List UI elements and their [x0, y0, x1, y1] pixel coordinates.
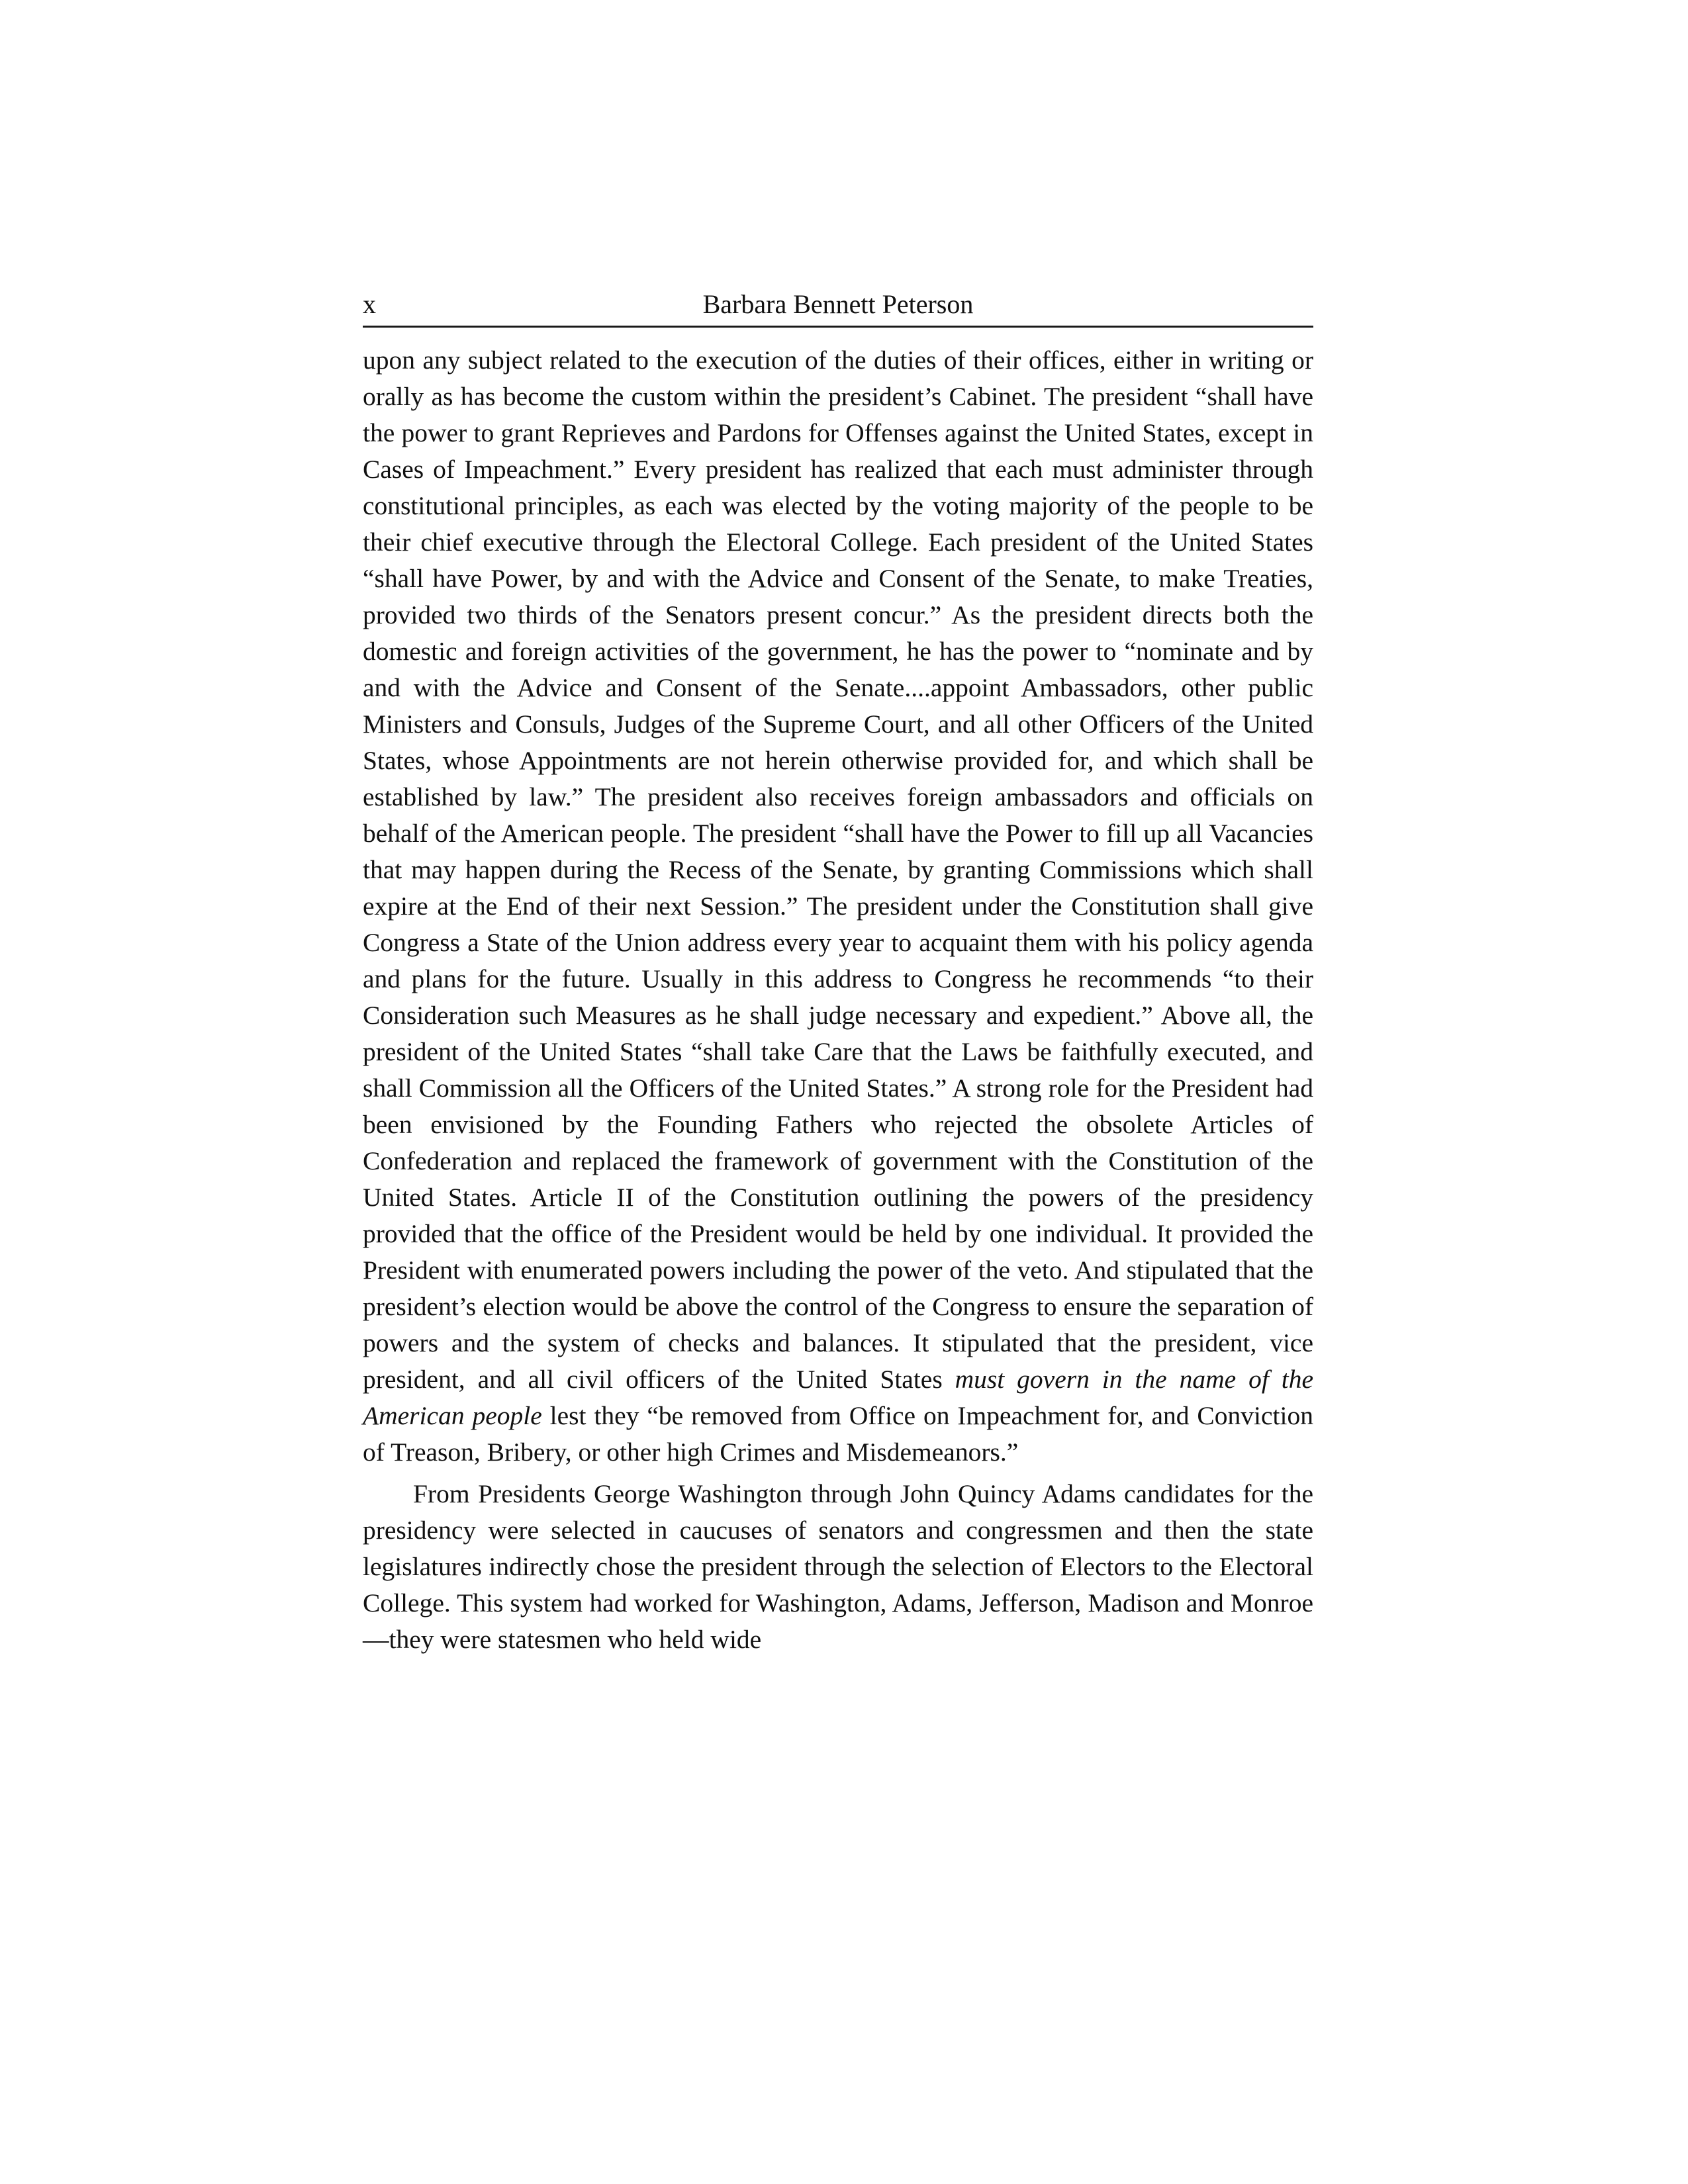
paragraph-2: From Presidents George Washington through John Quincy Adams candidates for the presidency were selected in caucuses of senators and congressmen and then the state legislatures indirectly chose the president through the selection of Electors to the Electoral College. This system had worked for Washington, Adams, Jefferson, Madison and Monroe—they were statesmen who held wide [363, 1479, 1313, 1654]
page-number: x [363, 289, 376, 319]
paragraph-1-text-b: lest they “be removed from Office on Impeachment for, and Conviction of Treason, Bribery, or other high Crimes and Misdemeanors.” [363, 1401, 1313, 1467]
paragraph-1 [363, 342, 1313, 1471]
paragraph-1-italic-phrase: must govern in the name of the American people [363, 1365, 1313, 1430]
body-text [363, 342, 1313, 1658]
running-header [363, 291, 1313, 328]
paragraph-1-text-a: upon any subject related to the execution of the duties of their offices, either in writing or orally as has become the custom within the president’s Cabinet. The president “shall have the power to grant Reprieves and Pardons for Offenses against the United States, except in Cases of Impeachment.” Every president has realized that each must administer through constitutional principles, as each was elected by the voting majority of the people to be their chief executive through the Electoral College. Each president of the United States “shall have Power, by and with the Advice and Consent of the Senate, to make Treaties, provided two thirds of the Senators present concur.” As the president directs both the domestic and foreign activities of the government, he has the power to “nominate and by and with the Advice and Consent of the Senate....appoint Ambassadors, other public Ministers and Consuls, Judges of the Supreme Court, and all other Officers of the United States, whose Appointments are not herein otherwise provided for, and which shall be established by law.” The president also receives foreign ambassadors and officials on behalf of the American people. The president “shall have the Power to fill up all Vacancies that may happen during the Recess of the Senate, by granting Commissions which shall expire at the End of their next Session.” The president under the Constitution shall give Congress a State of the Union address every year to acquaint them with his policy agenda and plans for the future. Usually in this address to Congress he recommends “to their Consideration such Measures as he shall judge necessary and expedient.” Above all, the president of the United States “shall take Care that the Laws be faithfully executed, and shall Commission all the Officers of the United States.” A strong role for the President had been envisioned by the Founding Fathers who rejected the obsolete Articles of Confederation and replaced the framework of government with the Constitution of the United States. Article II of the Constitution outlining the powers of the presidency provided that the office of the President would be held by one individual. It provided the President with enumerated powers including the power of the veto. And stipulated that the president’s election would be above the control of the Congress to ensure the separation of powers and the system of checks and balances. It stipulated that the president, vice president, and all civil officers of the United States [363, 345, 1313, 1394]
running-head-author: Barbara Bennett Peterson [702, 289, 974, 319]
book-page [363, 291, 1313, 1658]
